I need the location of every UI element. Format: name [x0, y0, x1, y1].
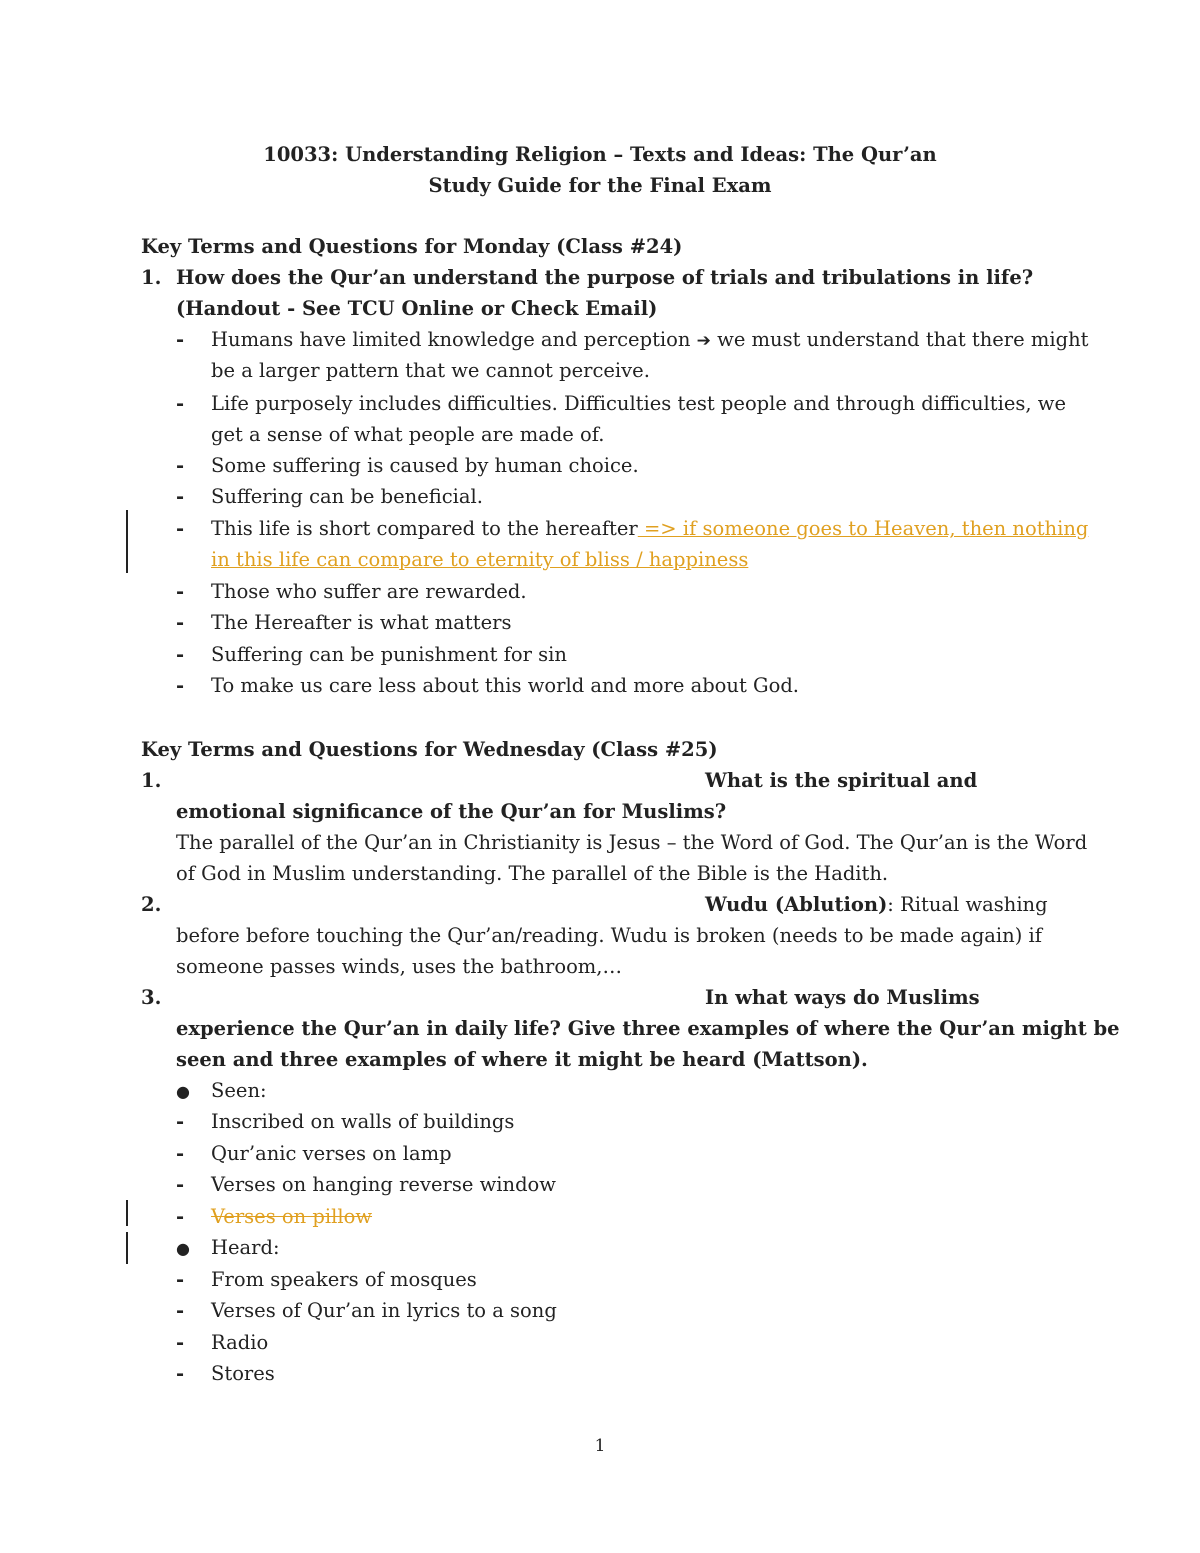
- monday-q1-line1: How does the Qur’an understand the purpose of trials and tribulations in life?: [176, 266, 1034, 289]
- wednesday-q1-number: 1.: [141, 769, 162, 792]
- wednesday-q3-line3: seen and three examples of where it might be heard (Mattson).: [176, 1048, 868, 1071]
- tracked-deletion: Verses on pillow: [211, 1205, 373, 1228]
- dash-marker: -: [176, 1299, 185, 1322]
- monday-q1-number: 1.: [141, 266, 162, 289]
- wednesday-q3-line2: experience the Qur’an in daily life? Give three examples of where the Qur’an might be: [176, 1017, 1120, 1040]
- bullet-text: we must understand that there might: [717, 328, 1089, 351]
- dash-marker: -: [176, 1205, 185, 1228]
- monday-heading: Key Terms and Questions for Monday (Class #24): [141, 235, 683, 258]
- bullet-text: From speakers of mosques: [211, 1268, 477, 1291]
- wednesday-q3-line1: In what ways do Muslims: [705, 986, 980, 1009]
- bullet-text-continued: be a larger pattern that we cannot perceive.: [211, 359, 650, 382]
- dash-marker: -: [176, 392, 185, 415]
- wednesday-q3-number: 3.: [141, 986, 162, 1009]
- dash-marker: -: [176, 328, 185, 351]
- bullet-text: Inscribed on walls of buildings: [211, 1110, 515, 1133]
- change-bar: [126, 1200, 128, 1226]
- bullet-text: This life is short compared to the hereafter: [211, 517, 638, 540]
- wednesday-q1-answer-line2: of God in Muslim understanding. The parallel of the Bible is the Hadith.: [176, 862, 889, 885]
- heard-label: Heard:: [211, 1236, 280, 1259]
- dash-marker: -: [176, 1142, 185, 1165]
- bullet-text: Verses of Qur’an in lyrics to a song: [211, 1299, 557, 1322]
- wudu-definition: : Ritual washing: [887, 893, 1048, 916]
- bullet-text: Verses on hanging reverse window: [211, 1173, 556, 1196]
- dash-marker: -: [176, 674, 185, 697]
- dash-marker: -: [176, 1173, 185, 1196]
- bullet-text: Radio: [211, 1331, 269, 1354]
- change-bar: [126, 510, 128, 573]
- wednesday-heading: Key Terms and Questions for Wednesday (Class #25): [141, 738, 718, 761]
- bullet-text: Stores: [211, 1362, 275, 1385]
- dash-marker: -: [176, 643, 185, 666]
- dash-marker: -: [176, 1268, 185, 1291]
- dash-marker: -: [176, 1331, 185, 1354]
- wudu-term: Wudu (Ablution): [705, 893, 888, 916]
- bullet-text: Suffering can be punishment for sin: [211, 643, 567, 666]
- bullet-text: Those who suffer are rewarded.: [211, 580, 527, 603]
- monday-q1-line2: (Handout - See TCU Online or Check Email): [176, 297, 658, 320]
- seen-label: Seen:: [211, 1079, 267, 1102]
- wednesday-q1-line2: emotional significance of the Qur’an for Muslims?: [176, 800, 727, 823]
- bullet-dot-icon: ●: [176, 1239, 190, 1258]
- bullet-text: The Hereafter is what matters: [211, 611, 512, 634]
- bullet-text: To make us care less about this world and more about God.: [211, 674, 800, 697]
- dash-marker: -: [176, 1110, 185, 1133]
- bullet-dot-icon: ●: [176, 1082, 190, 1101]
- dash-marker: -: [176, 517, 185, 540]
- bullet-text: Humans have limited knowledge and perception: [211, 328, 691, 351]
- wednesday-q1-line1: What is the spiritual and: [705, 769, 978, 792]
- bullet-text: Suffering can be beneficial.: [211, 485, 483, 508]
- dash-marker: -: [176, 485, 185, 508]
- document-subtitle: Study Guide for the Final Exam: [428, 174, 772, 197]
- page-number: 1: [594, 1436, 606, 1456]
- wednesday-q2-number: 2.: [141, 893, 162, 916]
- wednesday-q1-answer-line1: The parallel of the Qur’an in Christianity is Jesus – the Word of God. The Qur’an is the Word: [176, 831, 1088, 854]
- bullet-text: Qur’anic verses on lamp: [211, 1142, 452, 1165]
- dash-marker: -: [176, 454, 185, 477]
- tracked-insertion-continued: in this life can compare to eternity of bliss / happiness: [211, 548, 749, 571]
- dash-marker: -: [176, 1362, 185, 1385]
- wednesday-q2-answer-line1: before before touching the Qur’an/reading. Wudu is broken (needs to be made again) if: [176, 924, 1042, 947]
- bullet-text: Life purposely includes difficulties. Difficulties test people and through difficulties, we: [211, 392, 1067, 415]
- tracked-insertion: => if someone goes to Heaven, then nothing: [637, 517, 1089, 540]
- dash-marker: -: [176, 611, 185, 634]
- change-bar: [126, 1232, 128, 1264]
- bullet-text: Some suffering is caused by human choice.: [211, 454, 639, 477]
- arrow-right-icon: ➔: [696, 331, 711, 351]
- wednesday-q2-answer-line2: someone passes winds, uses the bathroom,…: [176, 955, 622, 978]
- bullet-text-continued: get a sense of what people are made of.: [211, 423, 605, 446]
- document-title: 10033: Understanding Religion – Texts and Ideas: The Qur’an: [263, 143, 937, 166]
- dash-marker: -: [176, 580, 185, 603]
- wednesday-q2-line1: [705, 893, 1048, 916]
